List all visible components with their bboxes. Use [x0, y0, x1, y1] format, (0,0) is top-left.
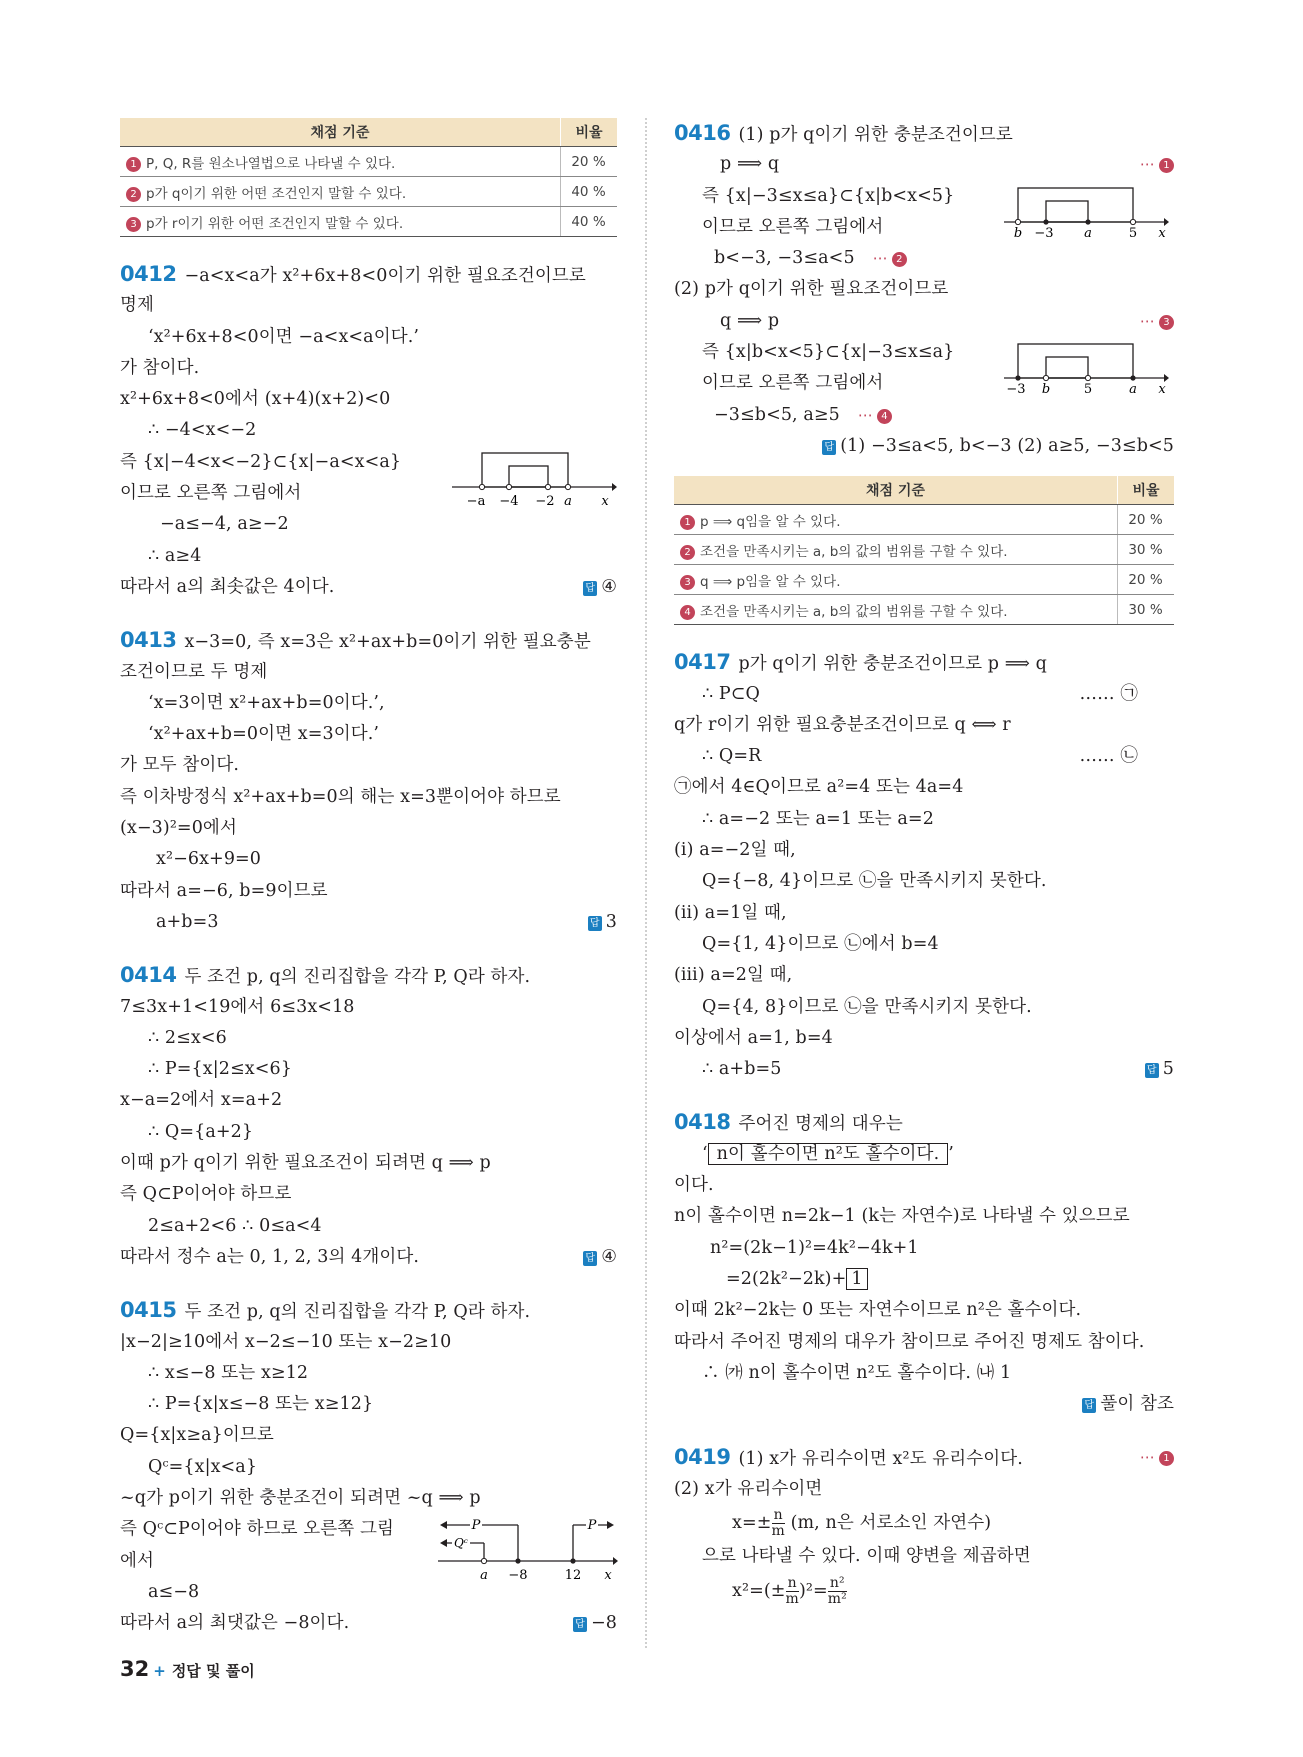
solution-line: x²+6x+8<0에서 (x+4)(x+2)<0: [120, 389, 391, 410]
step-number-icon: 2: [680, 545, 695, 560]
table-row: [674, 535, 1174, 565]
table-row: [674, 565, 1174, 595]
fraction-denominator: m: [771, 1522, 785, 1539]
fraction: [772, 1508, 785, 1539]
solution-line: (ⅰ) a=−2일 때,: [674, 840, 796, 861]
table-row: [120, 147, 617, 177]
solution-line: ∴ Q={a+2}: [148, 1121, 254, 1142]
problem-number: 0414: [120, 963, 177, 988]
solution-line: b<−3, −3≤a<5: [714, 248, 855, 269]
table-row: [674, 595, 1174, 625]
solution-line: 따라서 a=−6, b=9이므로: [120, 880, 328, 901]
step-tag: ⋯ 2: [873, 249, 907, 267]
ratio-cell: 20 %: [1118, 505, 1175, 535]
ratio-cell: 30 %: [1118, 595, 1175, 625]
solution-line: Qᶜ={x|x<a}: [148, 1456, 258, 1477]
solution-line: (2) p가 q이기 위한 필요조건이므로: [674, 279, 949, 300]
problem-number: 0419: [674, 1445, 731, 1470]
fraction-denominator: m²: [827, 1591, 847, 1608]
number-line-figure-0415: [438, 1513, 618, 1583]
solution-line: 이때 2k²−2k는 0 또는 자연수이므로 n²은 홀수이다.: [674, 1300, 1082, 1321]
solution-line: 즉 {x|−4<x<−2}⊂{x|−a<x<a}: [120, 451, 402, 472]
solution-line: 가 참이다.: [120, 357, 200, 378]
step-number-icon: 1: [1159, 1451, 1174, 1466]
right-column: [674, 118, 1174, 1610]
solution-line: ∴ P={x|2≤x<6}: [148, 1059, 292, 1080]
number-line-figure-0416-1: [1004, 184, 1169, 242]
problem-0416: [674, 118, 1174, 462]
solution-line: n이 홀수이면 n=2k−1 (k는 자연수)로 나타낼 수 있으므로: [674, 1206, 1130, 1227]
ratio-cell: 40 %: [561, 207, 618, 237]
page-number: 32: [120, 1657, 150, 1681]
answer: [822, 431, 1174, 462]
step-number-icon: 1: [1159, 158, 1174, 173]
answer-icon: 답: [588, 916, 602, 931]
solution-line: ∴ P={x|x≤−8 또는 x≥12}: [148, 1394, 374, 1415]
problem-number: 0413: [120, 628, 177, 653]
answer-icon: 답: [583, 1251, 597, 1266]
step-number-icon: 2: [126, 187, 141, 202]
step-number-icon: 3: [126, 217, 141, 232]
solution-line: 이므로 오른쪽 그림에서: [702, 373, 884, 394]
solution-line: ∴ a+b=5: [702, 1059, 782, 1080]
solution-line: Q={−8, 4}이므로 ㉡을 만족시키지 못한다.: [702, 871, 1047, 892]
criterion-text: p가 q이기 위한 어떤 조건인지 말할 수 있다.: [146, 185, 407, 202]
solution-line: 두 조건 p, q의 진리집합을 각각 P, Q라 하자.: [184, 1302, 531, 1323]
solution-line: n²=(2k−1)²=4k²−4k+1: [710, 1237, 919, 1258]
step-tag: ⋯ 1: [1140, 149, 1174, 180]
set-label: P: [587, 1518, 597, 1534]
solution-line: x−a=2에서 x=a+2: [120, 1090, 283, 1111]
solution-line: ∴ −4<x<−2: [148, 420, 257, 441]
fraction-numerator: n: [772, 1508, 785, 1524]
tick-label: 5: [1083, 382, 1093, 397]
solution-line: 이상에서 a=1, b=4: [674, 1027, 833, 1048]
tick-label: −3: [1006, 382, 1026, 397]
tick-label: a: [1129, 382, 1137, 397]
left-column: [120, 118, 617, 1639]
step-number-icon: 2: [892, 252, 907, 267]
solution-line: (ⅱ) a=1일 때,: [674, 902, 787, 923]
solution-line: 주어진 명제의 대우는: [738, 1114, 903, 1135]
solution-line: 따라서 주어진 명제의 대우가 참이므로 주어진 명제도 참이다.: [674, 1331, 1145, 1352]
score-header-ratio: 비율: [1118, 476, 1175, 505]
solution-line: 두 조건 p, q의 진리집합을 각각 P, Q라 하자.: [184, 967, 531, 988]
solution-line: 따라서 a의 최댓값은 −8이다.: [120, 1613, 350, 1634]
answer-icon: 답: [1145, 1063, 1159, 1078]
problem-number: 0417: [674, 650, 731, 675]
answer-icon: 답: [583, 581, 597, 596]
solution-line: 즉 Q⊂P이어야 하므로: [120, 1184, 292, 1205]
column-divider: [645, 118, 647, 1648]
solution-line: 즉 {x|−3≤x≤a}⊂{x|b<x<5}: [702, 185, 955, 206]
solution-line: 가 모두 참이다.: [120, 755, 240, 776]
solution-line: 2≤a+2<6 ∴ 0≤a<4: [148, 1215, 322, 1236]
table-row: [674, 505, 1174, 535]
tick-label: b: [1041, 382, 1051, 397]
solution-line: )²=: [798, 1581, 828, 1602]
score-header-criterion: 채점 기준: [674, 476, 1118, 505]
axis-label: x: [601, 494, 609, 509]
solution-line: |x−2|≥10에서 x−2≤−10 또는 x−2≥10: [120, 1331, 452, 1352]
answer-icon: 답: [822, 440, 836, 455]
solution-line: x−3=0, 즉 x=3은 x²+ax+b=0이기 위한 필요충분: [184, 632, 591, 653]
score-table-right: [674, 476, 1174, 625]
solution-line: 이다.: [674, 1175, 714, 1196]
tick-label: −3: [1034, 226, 1054, 241]
tick-label: −a: [466, 494, 486, 509]
set-label: P: [471, 1518, 481, 1534]
answer-value: 3: [605, 911, 617, 932]
criterion-text: 조건을 만족시키는 a, b의 값의 범위를 구할 수 있다.: [700, 603, 1008, 620]
answer: [573, 1608, 617, 1639]
score-header-ratio: 비율: [561, 118, 618, 147]
tick-label: a: [1084, 226, 1092, 241]
answer-value: 풀이 참조: [1100, 1394, 1174, 1415]
solution-line: 명제: [120, 295, 155, 316]
problem-number: 0415: [120, 1298, 177, 1323]
solution-line: ∴ a=−2 또는 a=1 또는 a=2: [702, 808, 934, 829]
solution-line: Q={4, 8}이므로 ㉡을 만족시키지 못한다.: [702, 996, 1032, 1017]
fraction-numerator: n²: [828, 1576, 847, 1592]
solution-line: Q={1, 4}이므로 ㉡에서 b=4: [702, 933, 939, 954]
answer-value: (1) −3≤a<5, b<−3 (2) a≥5, −3≤b<5: [840, 435, 1174, 456]
ratio-cell: 20 %: [1118, 565, 1175, 595]
number-line-figure-0412: [452, 449, 617, 514]
set-label: Qᶜ: [453, 1536, 469, 1551]
step-number-icon: 3: [1159, 315, 1174, 330]
answer-value: ④: [601, 1246, 617, 1267]
solution-line: x²−6x+9=0: [156, 849, 262, 870]
solution-line: ∴ 2≤x<6: [148, 1027, 227, 1048]
answer-value: ④: [601, 576, 617, 597]
problem-0417: [674, 647, 1174, 1085]
solution-line: p ⟹ q: [720, 154, 780, 175]
step-tag: ⋯ 4: [858, 406, 892, 424]
axis-label: x: [1158, 382, 1166, 397]
solution-line: a≤−8: [148, 1581, 200, 1602]
problem-number: 0418: [674, 1110, 731, 1135]
solution-line: (1) p가 q이기 위한 충분조건이므로: [738, 125, 1013, 145]
criterion-text: P, Q, R를 원소나열법으로 나타낼 수 있다.: [146, 155, 396, 172]
solution-line: ‘x²+ax+b=0이면 x=3이다.’: [148, 724, 380, 745]
solution-line: 이므로 오른쪽 그림에서: [120, 483, 302, 504]
solution-line: x²=(±: [732, 1581, 786, 1602]
axis-label: x: [604, 1568, 612, 1584]
number-line-figure-0416-2: [1004, 340, 1169, 398]
tick-label: −2: [535, 494, 555, 509]
ratio-cell: 40 %: [561, 177, 618, 207]
solution-line: ∴ Q=R: [702, 746, 762, 767]
tick-label: 5: [1128, 226, 1138, 241]
fraction: [828, 1576, 847, 1607]
solution-line: a+b=3: [156, 911, 219, 932]
solution-line: ∴ P⊂Q: [702, 683, 760, 704]
problem-number: 0416: [674, 121, 731, 145]
solution-line: 즉 이차방정식 x²+ax+b=0의 해는 x=3뿐이어야 하므로: [120, 786, 561, 807]
fraction-denominator: m: [785, 1591, 799, 1608]
solution-line: q가 r이기 위한 필요충분조건이므로 q ⟺ r: [674, 714, 1011, 735]
solution-line: 즉 {x|b<x<5}⊂{x|−3≤x≤a}: [702, 342, 955, 363]
tick-label: a: [480, 1568, 488, 1584]
solution-line: −a≤−4, a≥−2: [160, 514, 289, 535]
answer-icon: 답: [573, 1617, 587, 1632]
solution-line: 조건이므로 두 명제: [120, 661, 268, 682]
fraction-numerator: n: [786, 1576, 799, 1592]
solution-line: 7≤3x+1<19에서 6≤3x<18: [120, 996, 355, 1017]
step-number-icon: 1: [680, 515, 695, 530]
answer: [583, 572, 617, 603]
problem-0415: [120, 1295, 617, 1639]
ratio-cell: 20 %: [561, 147, 618, 177]
solution-line: 따라서 a의 최솟값은 4이다.: [120, 576, 335, 597]
tick-label: 12: [564, 1568, 582, 1584]
answer: [583, 1242, 617, 1273]
answer: [1145, 1054, 1174, 1085]
criterion-text: p ⟹ q임을 알 수 있다.: [700, 513, 841, 530]
answer-value: −8: [591, 1613, 617, 1634]
answer: [588, 907, 617, 938]
solution-line: ㉠에서 4∈Q이므로 a²=4 또는 4a=4: [674, 777, 964, 798]
solution-line: ~q가 p이기 위한 충분조건이 되려면 ~q ⟹ p: [120, 1487, 481, 1508]
criterion-text: q ⟹ p임을 알 수 있다.: [700, 573, 841, 590]
answer-icon: 답: [1082, 1398, 1096, 1413]
solution-line: 으로 나타낼 수 있다. 이때 양변을 제곱하면: [702, 1545, 1031, 1566]
plus-icon: +: [153, 1662, 166, 1680]
step-number-icon: 3: [680, 575, 695, 590]
problem-0412: [120, 259, 617, 603]
footer-label: 정답 및 풀이: [171, 1662, 255, 1680]
equation-marker: …… ㉠: [1079, 683, 1138, 704]
boxed-value: 1: [846, 1268, 867, 1290]
fraction: [786, 1576, 799, 1607]
problem-0418: 0418 주어진 명제의 대우는 ‘ n이 홀수이면 n²도 홀수이다. ’ 이다. n이 홀수이면 n=2k−1 (k는 자연수)로 나타낼 수 있으므로 n²=(2k−1)²=4k²−4k+1 =2(2k²−2k)+ 1 이때 2k²−2k는 0 또는 자연수이므로 n²은 홀수이다. 따라서 주어진 명제의 대우가 참이므로 주어진 명제도 참이다. ∴ ㈎ n이 홀수이면 n²도 홀수이다. ㈏ 1 답 풀이 참조: [674, 1107, 1174, 1420]
page-footer: [120, 1657, 255, 1681]
solution-line: (m, n은 서로소인 자연수): [790, 1512, 992, 1533]
solution-line: p가 q이기 위한 충분조건이므로 p ⟹ q: [738, 654, 1047, 675]
criterion-text: 조건을 만족시키는 a, b의 값의 범위를 구할 수 있다.: [700, 543, 1008, 560]
solution-line: =2(2k²−2k)+: [726, 1268, 847, 1289]
solution-line: 따라서 정수 a는 0, 1, 2, 3의 4개이다.: [120, 1246, 420, 1267]
solution-line: (1) x가 유리수이면 x²도 유리수이다.: [738, 1449, 1023, 1470]
solution-line: x=±: [732, 1512, 772, 1533]
problem-0419: [674, 1442, 1174, 1610]
step-tag: ⋯ 1: [1140, 1442, 1174, 1473]
solution-line: −a<x<a가 x²+6x+8<0이기 위한 필요조건이므로: [184, 266, 586, 286]
answer-value: 5: [1162, 1059, 1174, 1080]
step-tag: ⋯ 3: [1140, 306, 1174, 337]
table-row: [120, 177, 617, 207]
step-number-icon: 1: [126, 157, 141, 172]
solution-line: −3≤b<5, a≥5: [714, 404, 840, 425]
tick-label: −8: [508, 1568, 528, 1584]
problem-0414: [120, 960, 617, 1273]
score-table-left: [120, 118, 617, 237]
problem-number: 0412: [120, 262, 177, 286]
score-header-criterion: 채점 기준: [120, 118, 561, 147]
criterion-text: p가 r이기 위한 어떤 조건인지 말할 수 있다.: [146, 215, 404, 232]
ratio-cell: 30 %: [1118, 535, 1175, 565]
solution-line: 즉 Qᶜ⊂P이어야 하므로 오른쪽 그림: [120, 1519, 394, 1540]
solution-line: ∴ a≥4: [148, 545, 202, 566]
equation-marker: …… ㉡: [1079, 746, 1138, 767]
solution-line: ∴ x≤−8 또는 x≥12: [148, 1362, 309, 1383]
solution-line: Q={x|x≥a}이므로: [120, 1425, 274, 1446]
solution-line: ‘x²+6x+8<0이면 −a<x<a이다.’: [148, 326, 420, 347]
step-number-icon: 4: [680, 605, 695, 620]
step-number-icon: 4: [877, 409, 892, 424]
tick-label: b: [1013, 226, 1023, 241]
solution-line: q ⟹ p: [720, 310, 780, 331]
solution-line: (2) x가 유리수이면: [674, 1478, 823, 1499]
solution-line: (ⅲ) a=2일 때,: [674, 965, 793, 986]
tick-label: −4: [499, 494, 519, 509]
solution-line: (x−3)²=0에서: [120, 818, 237, 839]
tick-label: a: [564, 494, 572, 509]
problem-0413: [120, 625, 617, 938]
solution-line: ‘x=3이면 x²+ax+b=0이다.’,: [148, 692, 385, 713]
solution-line: 이때 p가 q이기 위한 필요조건이 되려면 q ⟹ p: [120, 1153, 491, 1174]
solution-line: 에서: [120, 1550, 155, 1571]
table-row: [120, 207, 617, 237]
answer: [1082, 1389, 1174, 1420]
solution-line: ∴ ㈎ n이 홀수이면 n²도 홀수이다. ㈏ 1: [702, 1362, 1012, 1383]
boxed-statement: n이 홀수이면 n²도 홀수이다.: [708, 1143, 949, 1165]
axis-label: x: [1158, 226, 1166, 241]
solution-line: 이므로 오른쪽 그림에서: [702, 216, 884, 237]
